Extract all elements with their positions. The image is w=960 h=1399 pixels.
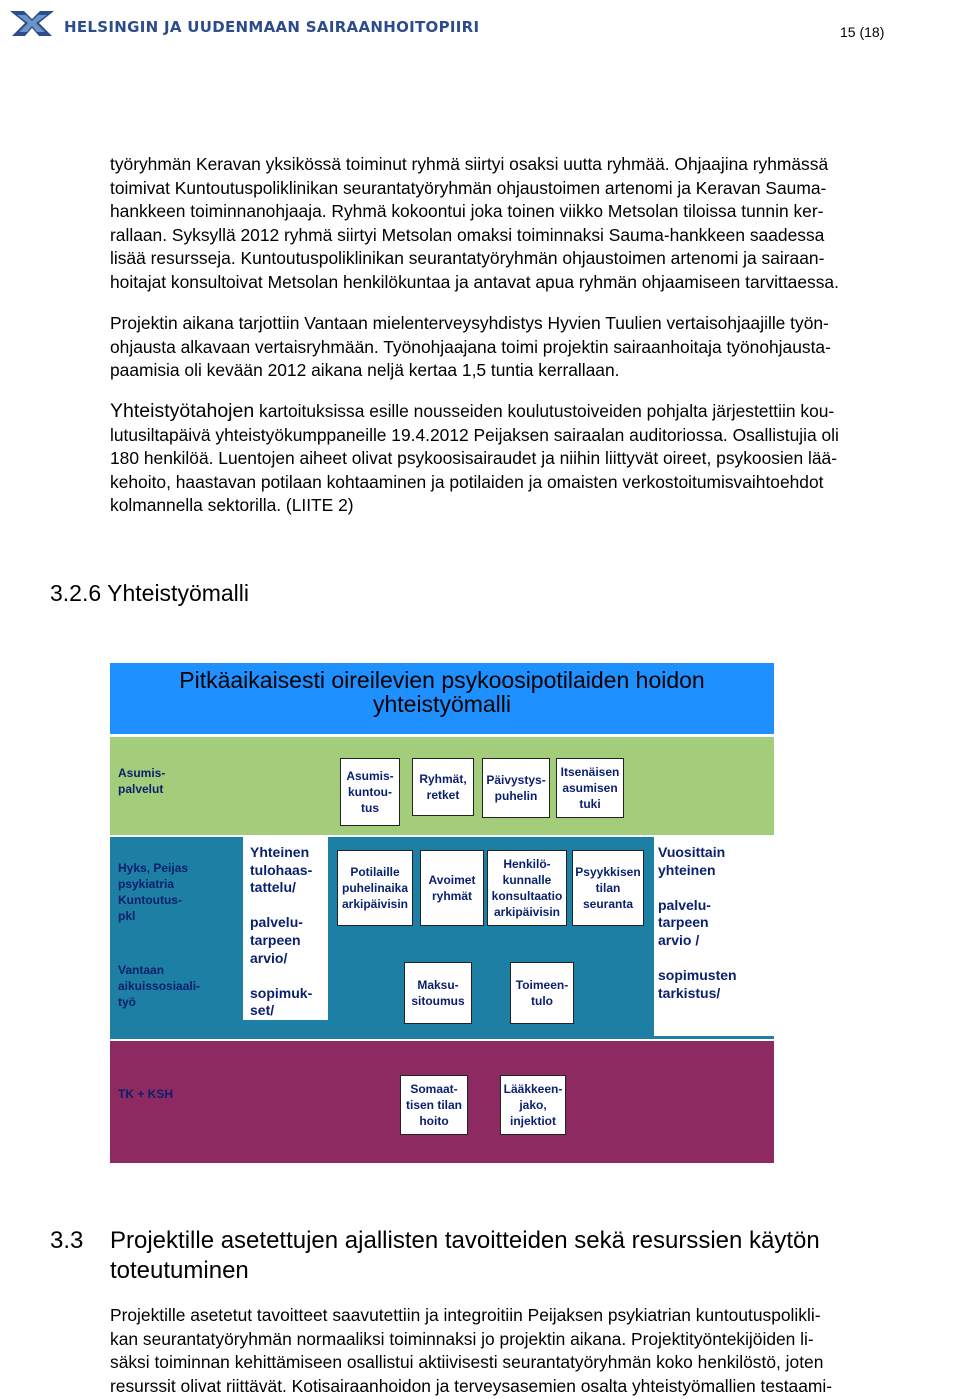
staff-consultation-box: Henkilö- kunnalle konsultaatio arkipäivisin [487,850,567,926]
emergency-phone-box: Päivystys- puhelin [482,758,550,818]
text-line: säksi toiminnan kehittämiseen osallistui aktiivisesti seurantatyöryhmän koko henkilöstö, joten [110,1352,824,1373]
open-groups-box: Avoimet ryhmät [420,850,484,926]
logo [6,5,58,39]
text-line: kehoito, haastavan potilaan kohtaaminen ja potilaiden ja omaisten verkostoitumisvaihtoehdot [110,471,824,492]
text-line: lutusiltapäivä yhteistyökumppaneille 19.4.2012 Peijaksen sairaalan auditoriossa. Osallistujia oli [110,424,839,445]
groups-trips-box: Ryhmät, retket [412,758,474,816]
annual-review-text: Vuosittain yhteinen palvelu- tarpeen arvio / sopimusten tarkistus/ [658,844,737,1001]
organization-name: HELSINGIN JA UUDENMAAN SAIRAANHOITOPIIRI [64,18,480,36]
text-line: hoitajat konsultoivat Metsolan henkilökuntaa ja antavat apua ryhmän ohjaamiseen tarvittaessa. [110,271,839,292]
text-line: Projektille asetetut tavoitteet saavutettiin ja integroitiin Peijaksen psykiatrian kuntoutuspolikli- [110,1305,821,1325]
text-line: Projektin aikana tarjottiin Vantaan mielenterveysyhdistys Hyvien Tuulien vertaisohjaajille työn- [110,313,829,333]
text-line: ohjausta alkavaan vertaisryhmään. Työnohjaajana toimi projektin sairaanhoitaja työnohjausta- [110,336,831,357]
text-line: Yhteistyötahojen kartoituksissa esille nousseiden koulutustoiveiden pohjalta järjestettiin kou- [110,400,835,422]
page-number: 15 (18) [840,24,885,40]
text-line: työryhmän Keravan yksikössä toiminut ryhmä siirtyi osaksi uutta ryhmää. Ohjaajina ryhmässä [110,154,829,174]
phone-time-box: Potilaille puhelinaika arkipäivisin [337,850,413,926]
paragraph [110,153,960,295]
section-heading: 3.2.6 Yhteistyömalli [50,580,250,606]
text-line: toimivat Kuntoutuspoliklinikan seurantatyöryhmän ohjaustoimen artenomi ja Keravan Sauma- [110,177,827,198]
diagram-title-box [110,663,774,734]
row-housing-label: Asumis- palvelut [118,766,166,796]
lead-word: Yhteistyötahojen [110,400,255,422]
independent-living-box: Itsenäisen asumisen tuki [556,758,624,818]
section-heading-number: 3.3 [50,1227,84,1254]
row-services-label-social: Vantaan aikuissosiaali- työ [118,963,201,1009]
paragraph [110,1304,960,1398]
text-line: kolmannella sektorilla. (LIITE 2) [110,495,354,516]
mental-status-box: Psyykkisen tilan seuranta [572,850,644,926]
section-heading: Projektille asetettujen ajallisten tavoitteiden sekä resurssien käytön toteutuminen [110,1227,820,1284]
joint-assessment-text: Yhteinen tulohaas- tattelu/ palvelu- tarpeen arvio/ sopimuk- set/ [250,844,313,1019]
diagram-title-line: yhteistyömalli [372,691,512,717]
payment-commitment-box: Maksu- sitoumus [404,962,472,1024]
text-line: lisää resursseja. Kuntoutuspoliklinikan seurantatyöryhmän ohjaustoimen artenomi ja sairaan- [110,248,825,269]
text-line: paamisia oli kevään 2012 aikana neljä kertaa 1,5 tuntia kerrallaan. [110,360,620,381]
text-line: rallaan. Syksyllä 2012 ryhmä siirtyi Metsolan omaksi toiminnaksi Sauma-hankkeen saadessa [110,224,825,245]
paragraph [110,400,960,518]
text-line: resurssit olivat riittävät. Kotisairaanhoidon ja terveysasemien osalta yhteistyömallien testaami- [110,1375,833,1396]
housing-rehab-box: Asumis- kuntou- tus [340,758,400,826]
text-line: 180 henkilöä. Luentojen aiheet olivat psykoosisairaudet ja niihin liittyvät oireet, psykoosien lää- [110,448,837,469]
diagram-title-line: Pitkäaikaisesti oireilevien psykoosipotilaiden hoidon [179,667,705,693]
row-primary-care-label: TK + KSH [118,1087,174,1101]
medication-box: Lääkkeen- jako, injektiot [500,1075,566,1135]
paragraph [110,312,960,383]
hus-cross-icon [6,5,58,39]
somatic-care-box: Somaat- tisen tilan hoito [400,1075,468,1135]
income-support-box: Toimeen- tulo [510,962,574,1024]
row-services-label-psychiatry: Hyks, Peijas psykiatria Kuntoutus- pkl [118,861,189,923]
text-line: kan seurantatyöryhmän normaaliksi toiminnaksi jo projektin aikana. Projektityöntekijöiden li- [110,1328,814,1349]
text-line: hankkeen toiminnanohjaaja. Ryhmä kokoontui joka toinen viikko Metsolan tiloissa tunnin ker- [110,201,824,222]
